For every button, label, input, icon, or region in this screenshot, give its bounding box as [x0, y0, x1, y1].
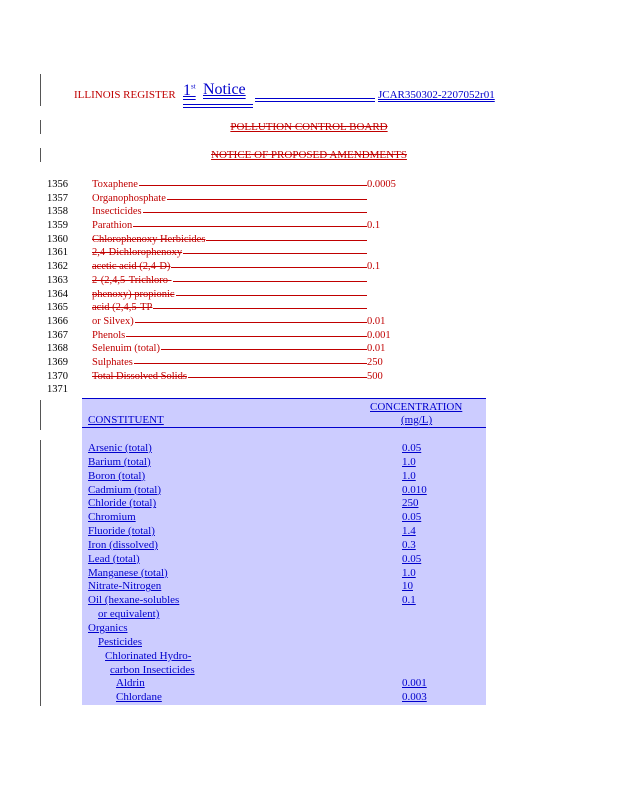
constituent-name: or equivalent)	[98, 608, 160, 621]
line-leader	[135, 322, 367, 323]
table-header-rule	[82, 427, 486, 428]
table-row	[82, 511, 486, 525]
concentration-value: 1.0	[402, 455, 416, 468]
line-value: 0.001	[367, 329, 391, 341]
line-leader	[167, 199, 367, 200]
line-text: acid (2,4,5-TP	[92, 302, 153, 314]
concentration-value: 1.0	[402, 469, 416, 482]
line-leader	[176, 295, 367, 296]
concentration-value: 10	[402, 580, 413, 593]
table-row	[82, 622, 486, 636]
constituent-name: Organics	[88, 621, 128, 634]
line-number: 1361	[47, 247, 68, 259]
line-text: or Silvex)	[92, 315, 134, 327]
notice-title: NOTICE OF PROPOSED AMENDMENTS	[211, 149, 407, 161]
change-bar	[40, 440, 41, 706]
line-leader	[143, 212, 367, 213]
concentration-value: 0.05	[402, 442, 422, 454]
table-row	[82, 442, 486, 456]
table-top-rule	[82, 398, 486, 399]
line-text: Parathion	[92, 220, 133, 232]
line-text: phenoxy) propionic	[92, 288, 175, 300]
line-text: Sulphates	[92, 356, 133, 368]
line-leader	[171, 267, 367, 268]
constituent-name: Nitrate-Nitrogen	[88, 580, 162, 593]
table-row	[82, 691, 486, 705]
line-text: Toxaphene	[92, 179, 138, 190]
line-value: 500	[367, 370, 383, 382]
line-number: 1360	[47, 233, 68, 245]
concentration-value: 0.1	[402, 594, 416, 607]
constituent-name: Chlordane	[116, 691, 162, 704]
line-value: 250	[367, 356, 383, 368]
table-row	[82, 650, 486, 664]
constituent-name: Chlorinated Hydro-	[105, 649, 192, 662]
table-row	[82, 608, 486, 622]
concentration-value: 250	[402, 497, 419, 510]
line-text: acetic acid (2,4-D)	[92, 261, 171, 273]
line-text: 2,4-Dichlorophenoxy	[92, 247, 183, 259]
line-leader	[206, 240, 367, 241]
line-number: 1362	[47, 261, 68, 273]
table-row	[82, 553, 486, 567]
table-row	[82, 664, 486, 678]
concentration-value: 0.05	[402, 511, 422, 524]
table-row	[82, 456, 486, 470]
line-text: 2-(2,4,5-Trichloro-	[92, 274, 172, 286]
concentration-value: 0.003	[402, 691, 427, 704]
table-row	[82, 497, 486, 511]
constituent-name: Cadmium (total)	[88, 483, 162, 496]
line-number: 1356	[47, 179, 68, 190]
header-underline	[255, 98, 375, 99]
line-value: 0.0005	[367, 179, 396, 190]
constituent-name: Manganese (total)	[88, 566, 168, 579]
line-leader	[139, 185, 367, 186]
line-value: 0.1	[367, 261, 381, 273]
line-value: 0.1	[367, 220, 381, 232]
line-number: 1369	[47, 356, 68, 368]
column-header-unit: (mg/L)	[401, 414, 433, 426]
register-label: ILLINOIS REGISTER	[74, 89, 176, 101]
change-bar	[40, 400, 41, 430]
notice-number: 1st	[183, 82, 196, 99]
concentration-value: 0.05	[402, 552, 422, 565]
column-header-concentration: CONCENTRATION	[370, 401, 463, 413]
line-number: 1363	[47, 274, 68, 286]
line-number: 1367	[47, 329, 68, 341]
line-leader	[134, 363, 367, 364]
concentration-value: 0.001	[402, 677, 427, 690]
table-row	[82, 594, 486, 608]
header-rule	[183, 107, 253, 108]
header-underline	[255, 101, 375, 102]
table-row	[82, 470, 486, 484]
page-header	[0, 81, 618, 108]
constituent-name: Chloride (total)	[88, 497, 157, 510]
table-row	[82, 580, 486, 594]
table-row	[82, 525, 486, 539]
table-rows	[82, 442, 486, 705]
line-number: 1357	[47, 192, 68, 204]
line-leader	[188, 377, 367, 378]
line-text: Phenols	[92, 329, 126, 341]
constituent-name: Chromium	[88, 511, 136, 524]
constituent-name: Lead (total)	[88, 552, 140, 565]
line-text: Selenuim (total)	[92, 343, 160, 355]
table-row	[82, 567, 486, 581]
constituent-name: Boron (total)	[88, 469, 146, 482]
constituent-name: Barium (total)	[88, 455, 151, 468]
line-number: 1358	[47, 206, 68, 218]
notice-label: Notice	[203, 81, 246, 98]
concentration-value: 0.3	[402, 538, 416, 551]
jcar-code: JCAR350302-2207052r01	[378, 89, 495, 101]
header-rule	[183, 104, 253, 105]
constituent-name: Oil (hexane-solubles	[88, 594, 180, 607]
constituent-name: Fluoride (total)	[88, 525, 155, 538]
constituent-name: Aldrin	[116, 677, 145, 690]
line-leader	[183, 253, 367, 254]
table-row	[82, 484, 486, 498]
line-number: 1371	[47, 384, 68, 396]
line-number: 1368	[47, 343, 68, 355]
table-row	[82, 539, 486, 553]
line-number: 1366	[47, 315, 68, 327]
table-row	[82, 677, 486, 691]
column-header-constituent: CONSTITUENT	[88, 414, 164, 426]
table-row	[82, 636, 486, 650]
line-text: Chlorophenoxy Herbicides	[92, 233, 206, 245]
line-value: 0.01	[367, 315, 386, 327]
constituent-name: carbon Insecticides	[110, 663, 195, 676]
line-number: 1370	[47, 370, 68, 382]
line-leader	[133, 226, 367, 227]
board-title: POLLUTION CONTROL BOARD	[230, 121, 388, 133]
line-leader	[173, 281, 367, 282]
line-leader	[153, 308, 367, 309]
line-text: Total Dissolved Solids	[92, 370, 187, 382]
line-leader	[161, 349, 367, 350]
line-text: Organophosphate	[92, 192, 166, 204]
line-value: 0.01	[367, 343, 386, 355]
constituent-name: Pesticides	[98, 635, 142, 648]
line-number: 1359	[47, 220, 68, 232]
line-number: 1364	[47, 288, 68, 300]
concentration-value: 1.4	[402, 525, 416, 538]
constituent-name: Iron (dissolved)	[88, 538, 158, 551]
line-leader	[126, 336, 367, 337]
concentration-value: 1.0	[402, 566, 416, 579]
concentration-value: 0.010	[402, 483, 427, 496]
constituent-name: Arsenic (total)	[88, 442, 152, 454]
line-text: Insecticides	[92, 206, 142, 218]
line-number: 1365	[47, 302, 68, 314]
